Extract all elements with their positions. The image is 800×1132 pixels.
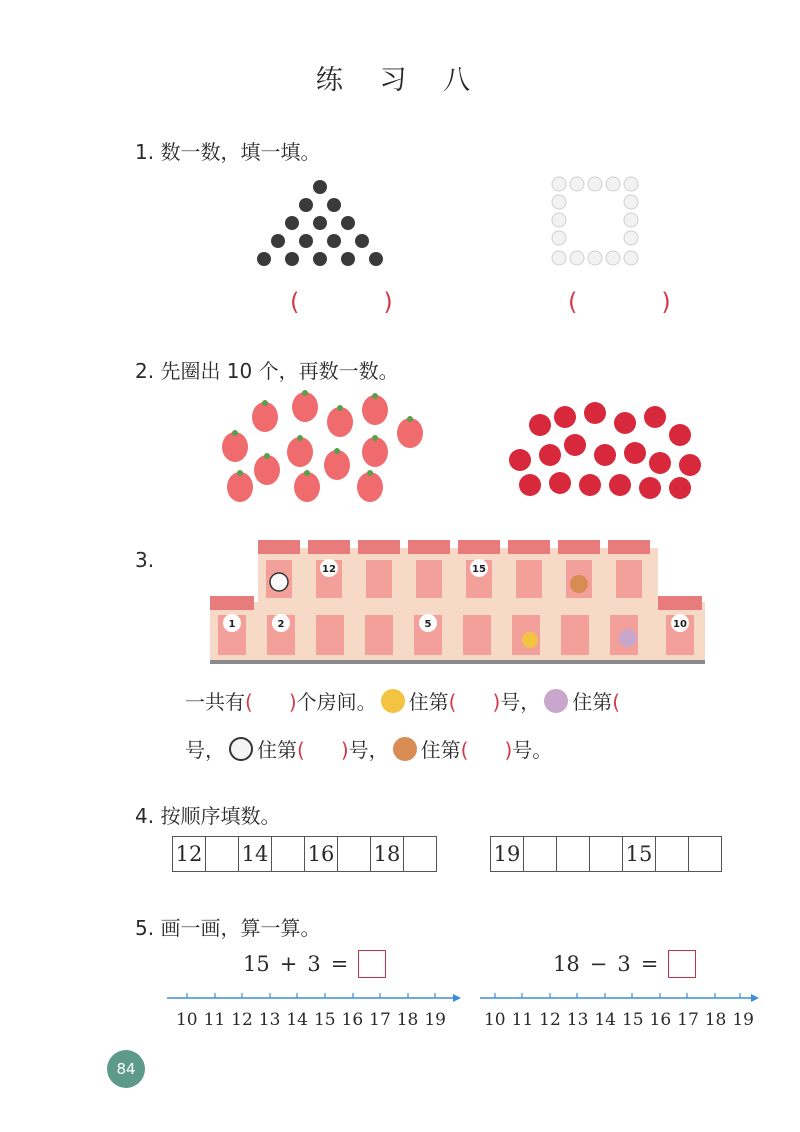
q5-label: 5. 画一画，算一算。 bbox=[135, 916, 321, 940]
panda-icon bbox=[229, 737, 253, 761]
number-line-left[interactable] bbox=[165, 990, 465, 1006]
q3-line2: 号， 住第( )号， 住第( )号。 bbox=[185, 738, 553, 762]
answer-open[interactable]: ( bbox=[245, 690, 253, 714]
dot-square bbox=[545, 172, 645, 272]
answer-open[interactable]: ( bbox=[612, 690, 621, 714]
sequence-cell: 12 bbox=[173, 837, 206, 871]
equation-subtraction: 18 − 3 = bbox=[553, 950, 696, 978]
room-number: 1 bbox=[228, 619, 236, 630]
sequence-cell[interactable] bbox=[557, 837, 590, 871]
answer-open[interactable]: ( bbox=[460, 738, 469, 762]
sequence-row-2 bbox=[490, 836, 722, 872]
room-number: 2 bbox=[277, 619, 285, 630]
cherry-group bbox=[500, 385, 710, 505]
page-number-badge: 84 bbox=[107, 1050, 145, 1088]
number-line-right[interactable] bbox=[478, 990, 763, 1006]
sequence-cell[interactable] bbox=[524, 837, 557, 871]
sequence-cell[interactable] bbox=[206, 837, 239, 871]
room-number: 10 bbox=[673, 619, 687, 630]
apartment-building bbox=[210, 540, 705, 665]
q3-label: 3. bbox=[135, 548, 155, 572]
strawberry-group bbox=[205, 385, 435, 510]
sequence-cell: 19 bbox=[491, 837, 524, 871]
sequence-cell: 14 bbox=[239, 837, 272, 871]
bear-icon bbox=[544, 689, 568, 713]
q1-label: 1. 数一数，填一填。 bbox=[135, 140, 321, 164]
answer-close[interactable]: ) bbox=[504, 738, 513, 762]
room-number: 15 bbox=[472, 564, 486, 575]
chick-icon bbox=[381, 689, 405, 713]
sequence-cell: 18 bbox=[371, 837, 404, 871]
monkey-icon bbox=[393, 737, 417, 761]
q4-label: 4. 按顺序填数。 bbox=[135, 804, 281, 828]
answer-box[interactable] bbox=[668, 950, 696, 978]
dot-triangle bbox=[240, 170, 400, 275]
number-line-left-labels: 10 11 12 13 14 15 16 17 18 19 bbox=[175, 1010, 446, 1030]
sequence-cell: 16 bbox=[305, 837, 338, 871]
page-title: 练 习 八 bbox=[315, 65, 485, 96]
sequence-cell[interactable] bbox=[656, 837, 689, 871]
answer-close[interactable]: ) bbox=[288, 690, 297, 714]
answer-open[interactable]: ( bbox=[448, 690, 457, 714]
answer-box[interactable] bbox=[358, 950, 386, 978]
sequence-row-1 bbox=[172, 836, 437, 872]
q1-answer-right[interactable]: ( ) bbox=[568, 288, 701, 316]
q1-answer-left[interactable]: ( ) bbox=[290, 288, 423, 316]
sequence-cell[interactable] bbox=[338, 837, 371, 871]
q3-line1: 一共有( )个房间。 住第( )号， 住第( bbox=[185, 690, 621, 714]
room-number: 12 bbox=[322, 564, 336, 575]
sequence-cell[interactable] bbox=[590, 837, 623, 871]
room-number: 5 bbox=[424, 619, 432, 630]
equation-addition: 15 + 3 = bbox=[243, 950, 386, 978]
answer-open[interactable]: ( bbox=[297, 738, 305, 762]
sequence-cell: 15 bbox=[623, 837, 656, 871]
sequence-cell[interactable] bbox=[272, 837, 305, 871]
answer-close[interactable]: ) bbox=[492, 690, 501, 714]
q2-label: 2. 先圈出 10 个，再数一数。 bbox=[135, 359, 399, 383]
sequence-cell[interactable] bbox=[404, 837, 436, 871]
sequence-cell[interactable] bbox=[689, 837, 721, 871]
answer-close[interactable]: ) bbox=[340, 738, 349, 762]
number-line-right-labels: 10 11 12 13 14 15 16 17 18 19 bbox=[483, 1010, 754, 1030]
